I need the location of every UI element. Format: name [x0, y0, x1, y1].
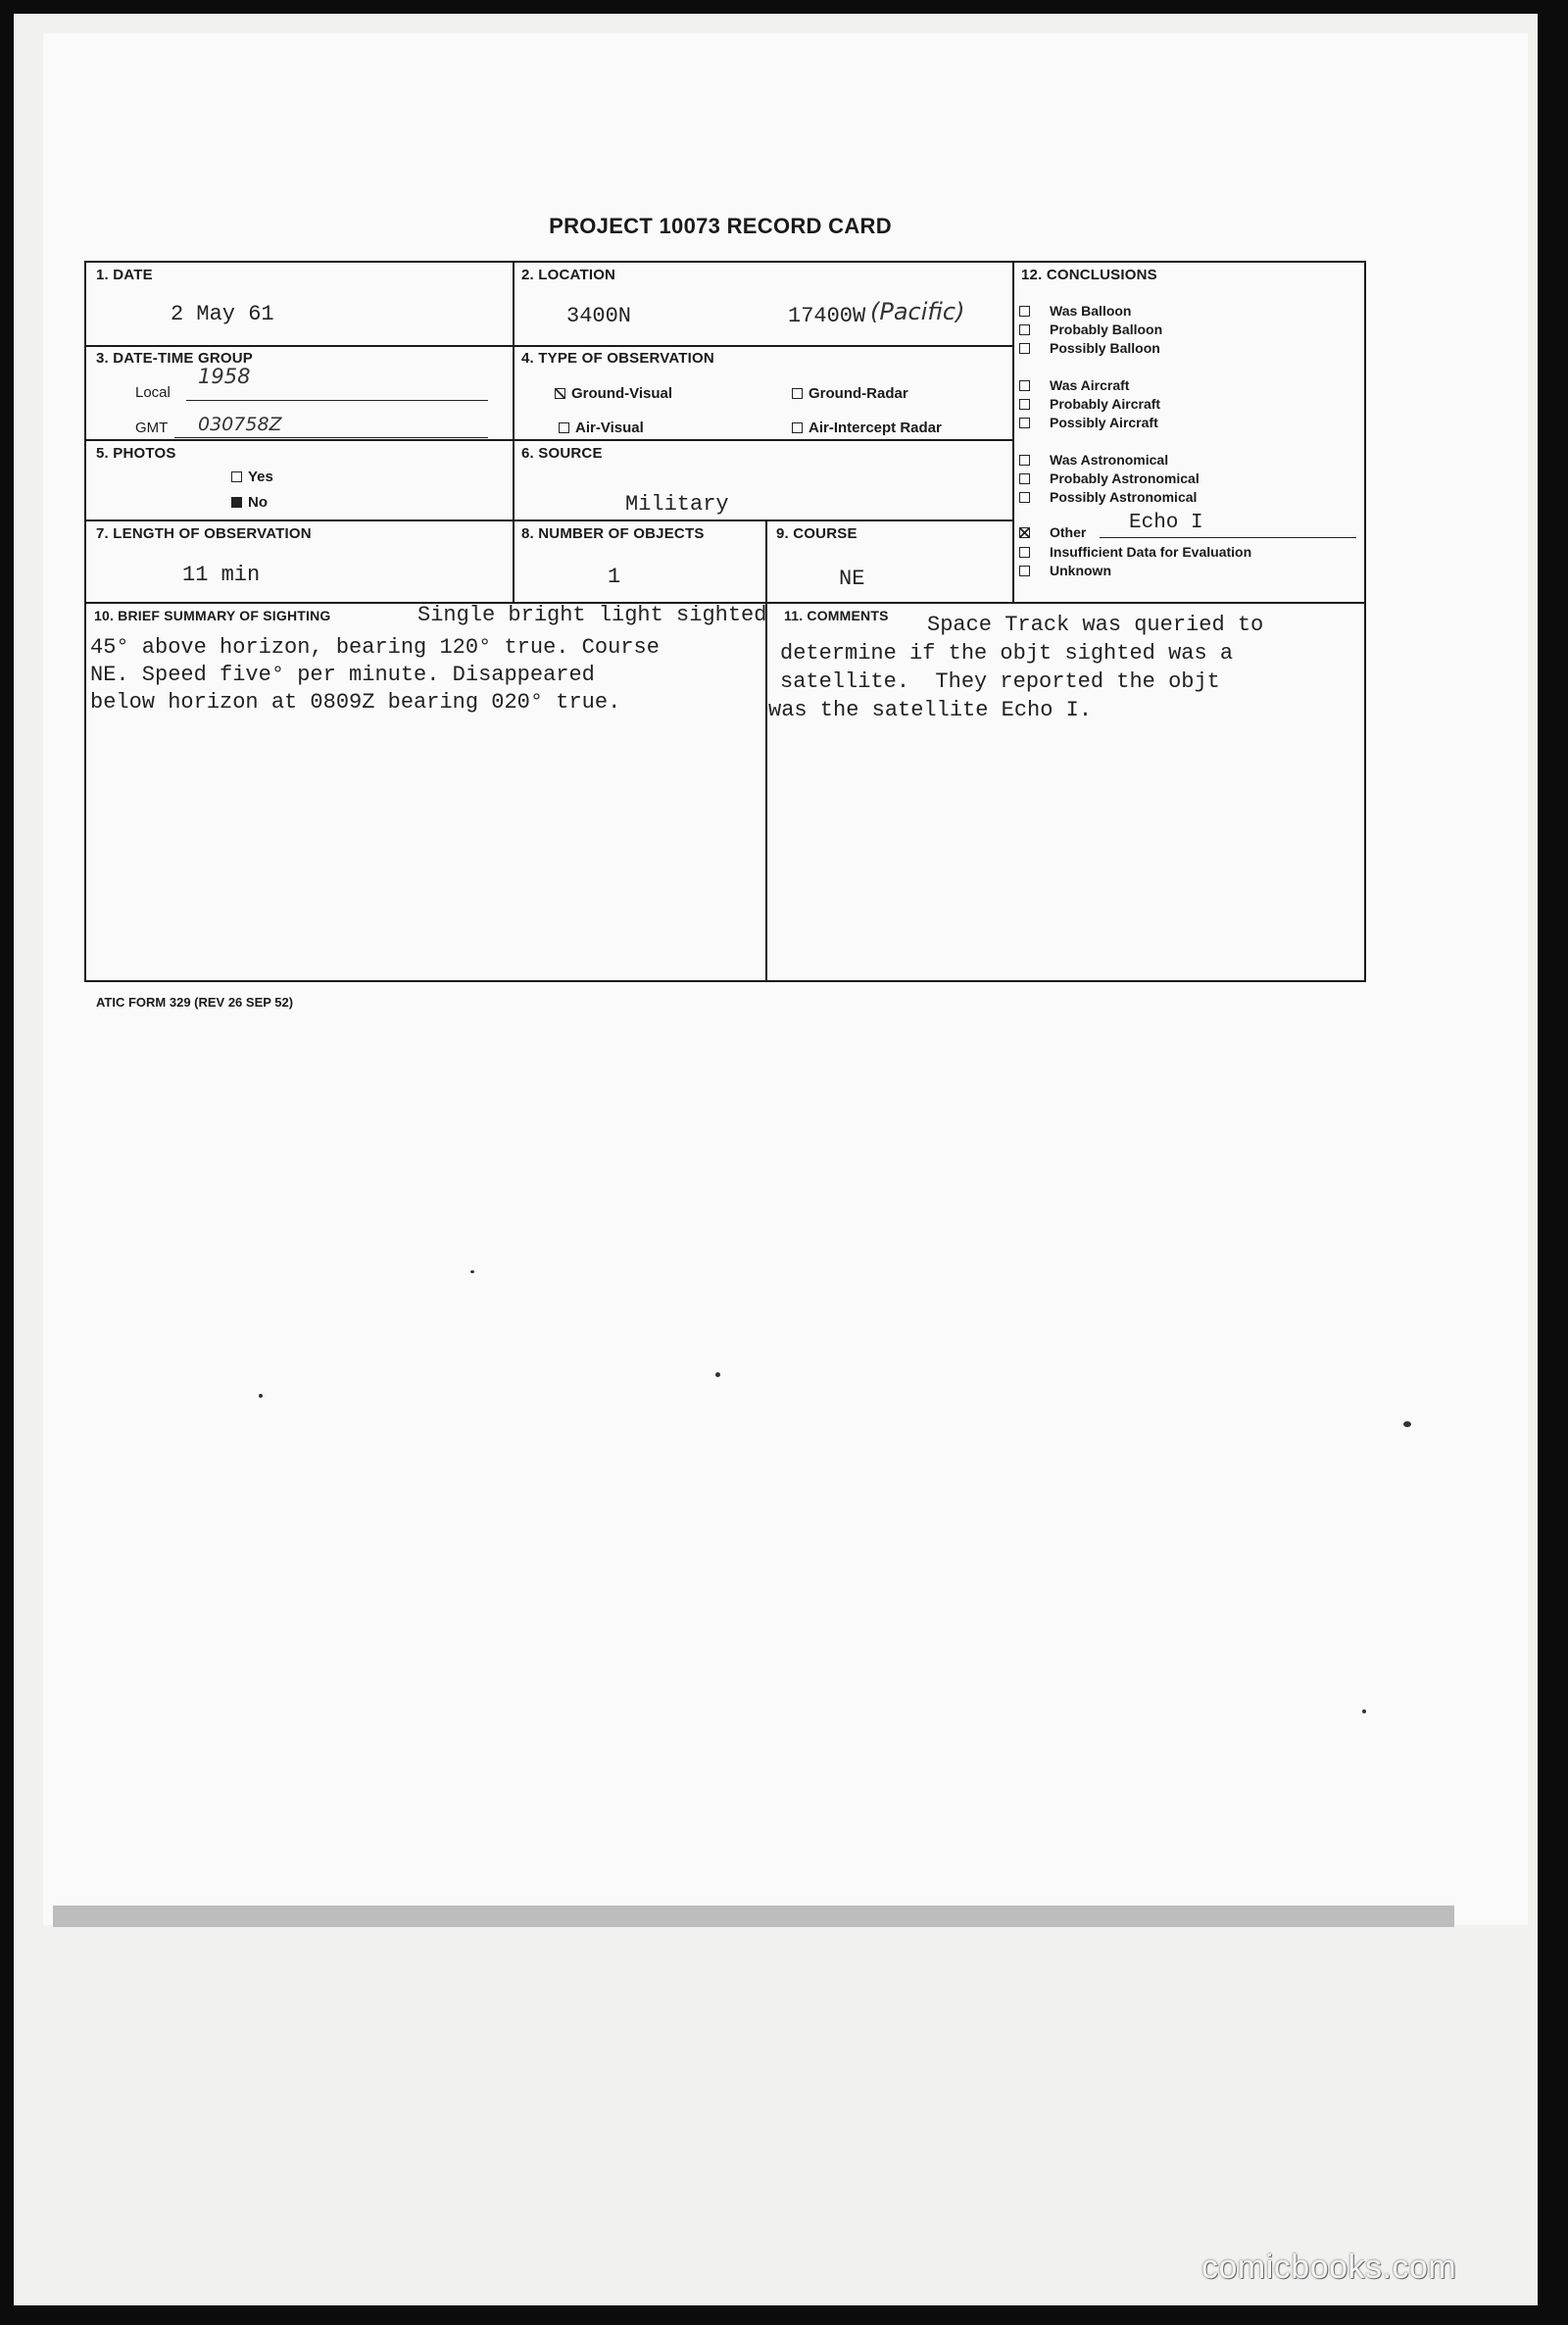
- conclusion-label: Possibly Balloon: [1050, 340, 1160, 356]
- source-label: 6. SOURCE: [521, 445, 603, 462]
- type-ground-visual-label: Ground-Visual: [571, 385, 673, 402]
- conclusion-option[interactable]: [1019, 339, 1162, 358]
- conclusion-other-value: Echo I: [1129, 512, 1203, 534]
- objects-label: 8. NUMBER OF OBJECTS: [521, 525, 705, 542]
- checkbox-icon[interactable]: [559, 422, 569, 433]
- col-divider-1: [513, 263, 514, 602]
- type-ground-visual-option[interactable]: [555, 385, 672, 402]
- conclusions-tail-group: [1019, 543, 1251, 580]
- conclusion-label: Probably Aircraft: [1050, 396, 1161, 412]
- conclusion-option[interactable]: [1019, 488, 1200, 507]
- type-ground-radar-label: Ground-Radar: [808, 385, 908, 402]
- comments-line-4: was the satellite Echo I.: [768, 698, 1093, 722]
- conclusion-option[interactable]: [1019, 414, 1160, 432]
- type-ground-radar-option[interactable]: [792, 385, 908, 402]
- conclusion-label: Possibly Aircraft: [1050, 415, 1158, 430]
- scan-speck: [259, 1394, 263, 1398]
- comments-line-2: determine if the objt sighted was a: [780, 641, 1234, 666]
- comments-label: 11. COMMENTS: [784, 608, 889, 623]
- checkbox-icon[interactable]: [1019, 547, 1030, 558]
- conclusion-other-underline: [1100, 537, 1356, 538]
- dtg-local-value: 1958: [198, 365, 251, 388]
- type-air-intercept-option[interactable]: [792, 420, 942, 436]
- date-value: 2 May 61: [171, 302, 274, 326]
- length-label: 7. LENGTH OF OBSERVATION: [96, 525, 312, 542]
- dtg-local-label: Local: [135, 384, 171, 401]
- dtg-gmt-value: 030758Z: [198, 414, 282, 435]
- conclusion-option[interactable]: [1019, 376, 1160, 395]
- course-value: NE: [839, 567, 865, 591]
- checkbox-icon[interactable]: [1019, 455, 1030, 466]
- checkbox-icon[interactable]: [1019, 566, 1030, 576]
- conclusions-aircraft-group: [1019, 376, 1160, 432]
- photos-label: 5. PHOTOS: [96, 445, 176, 462]
- conclusion-label: Probably Astronomical: [1050, 470, 1200, 486]
- dtg-gmt-underline: [174, 437, 488, 438]
- location-lon: 17400W: [788, 304, 866, 328]
- scan-speck: [470, 1270, 474, 1273]
- conclusion-label: Was Astronomical: [1050, 452, 1169, 468]
- form-id: ATIC FORM 329 (REV 26 SEP 52): [96, 995, 294, 1010]
- conclusion-option[interactable]: [1019, 321, 1162, 339]
- conclusions-balloon-group: [1019, 302, 1162, 358]
- summary-line-4: below horizon at 0809Z bearing 020° true.: [90, 690, 621, 715]
- dtg-label: 3. DATE-TIME GROUP: [96, 350, 253, 367]
- conclusion-label: Possibly Astronomical: [1050, 489, 1198, 505]
- conclusion-label: Insufficient Data for Evaluation: [1050, 544, 1252, 560]
- watermark: comicbooks.com: [1201, 2249, 1457, 2286]
- paper-edge-shadow: [53, 1905, 1454, 1927]
- checkbox-icon[interactable]: [1019, 473, 1030, 484]
- objects-value: 1: [608, 565, 621, 589]
- conclusion-option[interactable]: [1019, 543, 1251, 562]
- conclusion-option[interactable]: [1019, 302, 1162, 321]
- length-value: 11 min: [182, 563, 261, 587]
- photos-yes-label: Yes: [248, 469, 273, 485]
- summary-line-3: NE. Speed five° per minute. Disappeared: [90, 663, 595, 687]
- row-divider-3: [86, 519, 1013, 521]
- conclusions-label: 12. CONCLUSIONS: [1021, 267, 1157, 283]
- type-air-visual-option[interactable]: [559, 420, 644, 436]
- col-divider-2: [765, 519, 767, 980]
- location-label: 2. LOCATION: [521, 267, 616, 283]
- row-divider-2: [86, 439, 1013, 441]
- conclusion-other-label: Other: [1050, 524, 1087, 540]
- location-lat: 3400N: [566, 304, 632, 328]
- checkbox-icon[interactable]: [1019, 418, 1030, 428]
- conclusion-option[interactable]: [1019, 395, 1160, 414]
- form-title: PROJECT 10073 RECORD CARD: [549, 214, 892, 238]
- scan-speck: [1403, 1421, 1411, 1427]
- checked-checkbox-icon[interactable]: [1019, 527, 1030, 538]
- type-air-intercept-label: Air-Intercept Radar: [808, 420, 942, 436]
- row-divider-1: [86, 345, 1013, 347]
- scan-speck: [715, 1372, 720, 1377]
- photos-no-label: No: [248, 494, 268, 511]
- conclusion-option[interactable]: [1019, 451, 1200, 470]
- conclusion-other-option[interactable]: [1019, 523, 1086, 542]
- dtg-gmt-label: GMT: [135, 420, 169, 436]
- checkbox-icon[interactable]: [1019, 380, 1030, 391]
- comments-line-3: satellite. They reported the objt: [780, 669, 1220, 694]
- type-obs-label: 4. TYPE OF OBSERVATION: [521, 350, 714, 367]
- conclusion-option[interactable]: [1019, 470, 1200, 488]
- checkbox-icon[interactable]: [792, 422, 803, 433]
- conclusion-label: Was Aircraft: [1050, 377, 1130, 393]
- checkbox-icon[interactable]: [1019, 343, 1030, 354]
- photos-yes-option[interactable]: [231, 469, 273, 485]
- comments-line-1: Space Track was queried to: [927, 613, 1264, 637]
- scan-speck: [1362, 1709, 1366, 1713]
- checked-checkbox-icon[interactable]: [231, 497, 242, 508]
- type-air-visual-label: Air-Visual: [575, 420, 644, 436]
- conclusion-label: Probably Balloon: [1050, 322, 1163, 337]
- checked-checkbox-icon[interactable]: [555, 388, 565, 399]
- photos-no-option[interactable]: [231, 494, 268, 511]
- location-handwritten-note: (Pacific): [870, 298, 965, 325]
- col-divider-3: [1012, 263, 1014, 602]
- dtg-local-underline: [186, 400, 488, 401]
- summary-line-1: Single bright light sighted: [417, 603, 767, 627]
- source-value: Military: [625, 492, 729, 517]
- conclusion-label: Was Balloon: [1050, 303, 1132, 319]
- course-label: 9. COURSE: [776, 525, 858, 542]
- checkbox-icon[interactable]: [1019, 492, 1030, 503]
- conclusion-option[interactable]: [1019, 562, 1251, 580]
- summary-line-2: 45° above horizon, bearing 120° true. Course: [90, 635, 660, 660]
- summary-label: 10. BRIEF SUMMARY OF SIGHTING: [94, 608, 331, 623]
- checkbox-icon[interactable]: [1019, 324, 1030, 335]
- checkbox-icon[interactable]: [231, 471, 242, 482]
- date-label: 1. DATE: [96, 267, 153, 283]
- checkbox-icon[interactable]: [1019, 306, 1030, 317]
- checkbox-icon[interactable]: [1019, 399, 1030, 410]
- conclusions-astronomical-group: [1019, 451, 1200, 507]
- checkbox-icon[interactable]: [792, 388, 803, 399]
- conclusion-label: Unknown: [1050, 563, 1111, 578]
